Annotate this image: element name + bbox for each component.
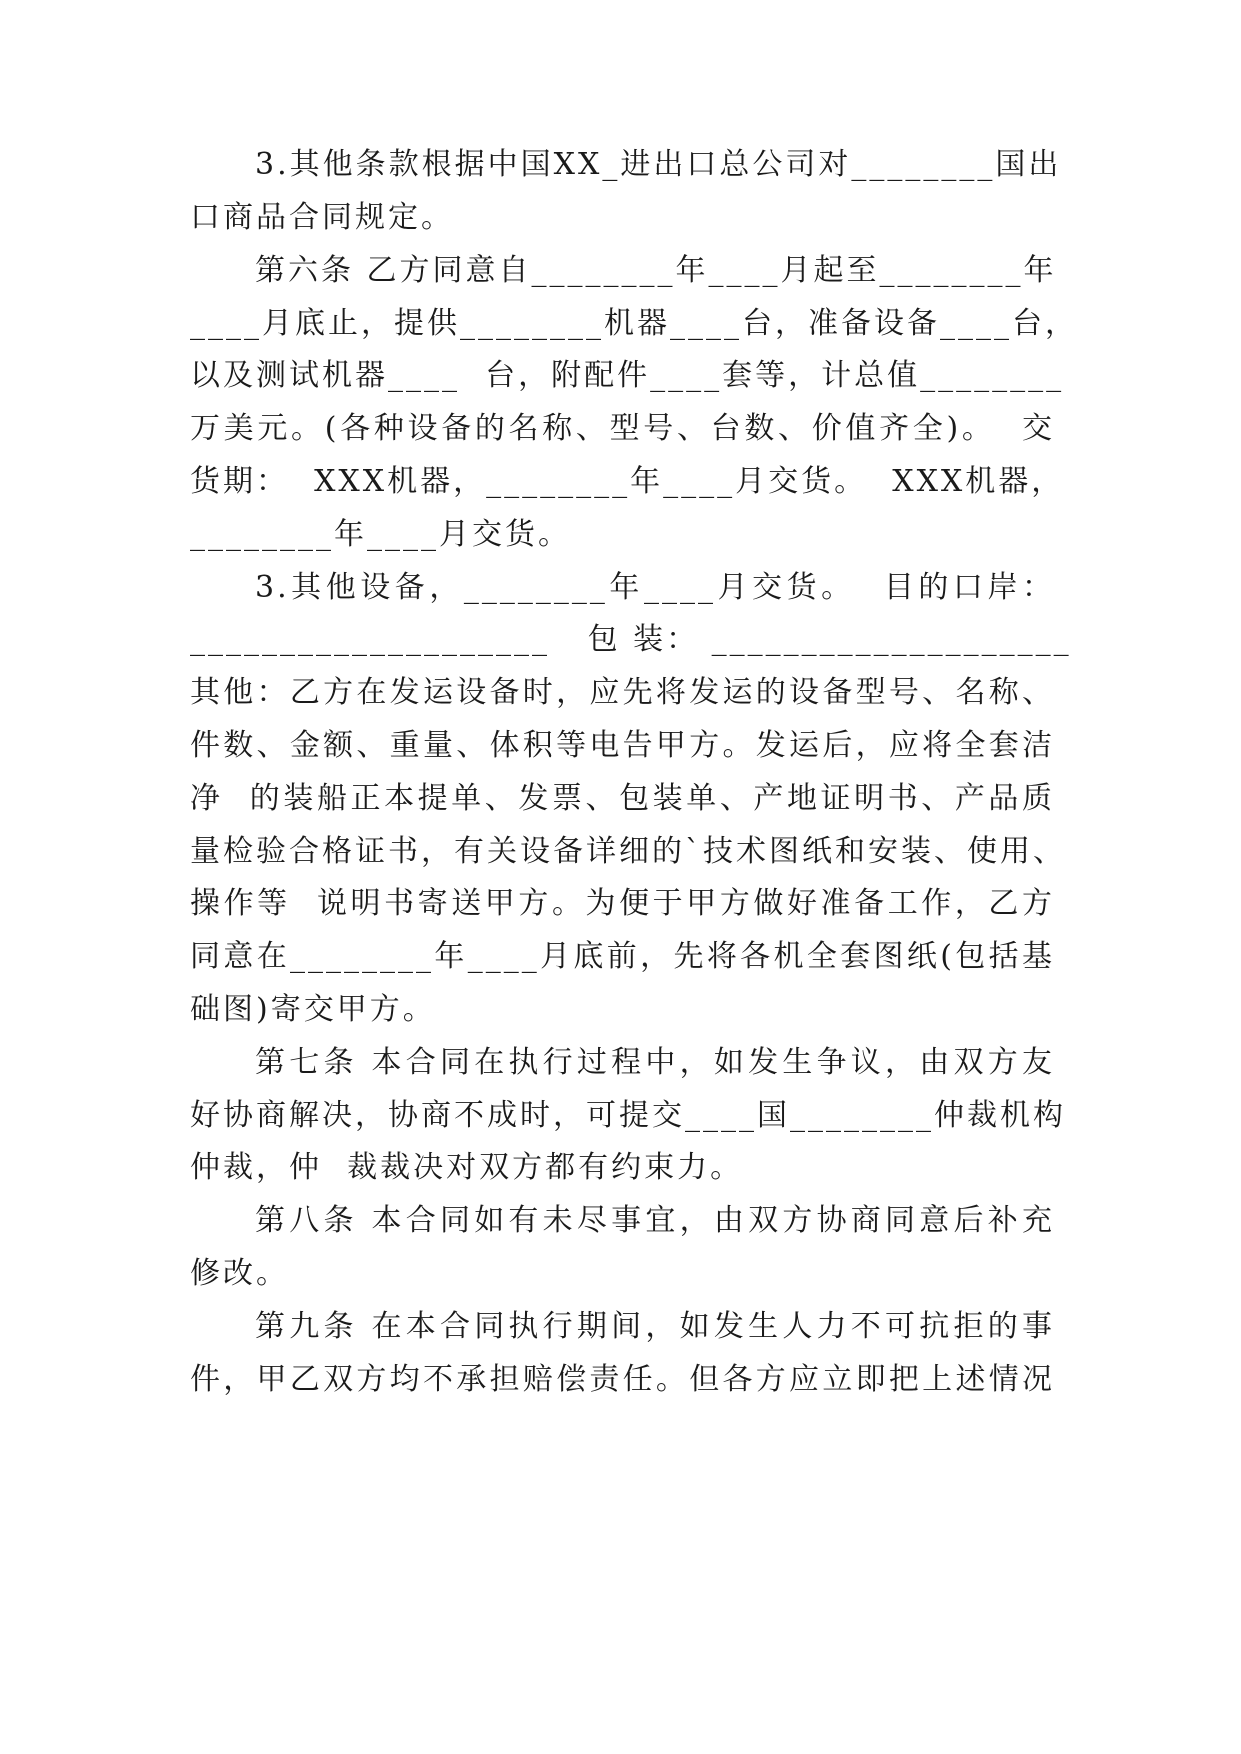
text-line: 础图)寄交甲方。 <box>190 992 436 1027</box>
text-line: ____________________ 包 装： ____________________ <box>190 622 1072 657</box>
text-line: 净 的装船正本提单、发票、包装单、产地证明书、产品质 <box>190 781 1055 816</box>
text-line: 其他：乙方在发运设备时，应先将发运的设备型号、名称、 <box>190 675 1055 710</box>
text-line: 仲裁，仲 裁裁决对双方都有约束力。 <box>190 1150 744 1185</box>
text-line: ________年____月交货。 <box>190 517 571 552</box>
text-line: 万美元。(各种设备的名称、型号、台数、价值齐全)。 交 <box>190 411 1055 446</box>
text-line: ____月底止，提供________机器____台，准备设备____台， <box>190 306 1078 341</box>
text-line: 3.其他设备，________年____月交货。 目的口岸： <box>255 570 1055 605</box>
text-line: 量检验合格证书，有关设备详细的`技术图纸和安装、使用、 <box>190 834 1066 869</box>
text-line: 操作等 说明书寄送甲方。为便于甲方做好准备工作，乙方 <box>190 886 1055 921</box>
text-line: 第六条 乙方同意自________年____月起至________年 <box>255 253 1057 288</box>
text-line: 3.其他条款根据中国XX_进出口总公司对________国出 <box>255 147 1062 182</box>
text-line: 件数、金额、重量、体积等电告甲方。发运后，应将全套洁 <box>190 728 1055 763</box>
text-line: 好协商解决，协商不成时，可提交____国________仲裁机构 <box>190 1098 1066 1133</box>
text-line: 口商品合同规定。 <box>190 200 454 235</box>
text-line: 货期： XXX机器，________年____月交货。 XXX机器， <box>190 464 1065 499</box>
text-line: 以及测试机器____ 台，附配件____套等，计总值________ <box>190 358 1065 393</box>
text-line: 第七条 本合同在执行过程中，如发生争议，由双方友 <box>255 1045 1055 1080</box>
text-line: 第九条 在本合同执行期间，如发生人力不可抗拒的事 <box>255 1309 1055 1344</box>
text-line: 第八条 本合同如有未尽事宜，由双方协商同意后补充 <box>255 1203 1055 1238</box>
text-line: 修改。 <box>190 1256 289 1291</box>
text-line: 同意在________年____月底前，先将各机全套图纸(包括基 <box>190 939 1055 974</box>
text-line: 件，甲乙双方均不承担赔偿责任。但各方应立即把上述情况 <box>190 1362 1055 1397</box>
